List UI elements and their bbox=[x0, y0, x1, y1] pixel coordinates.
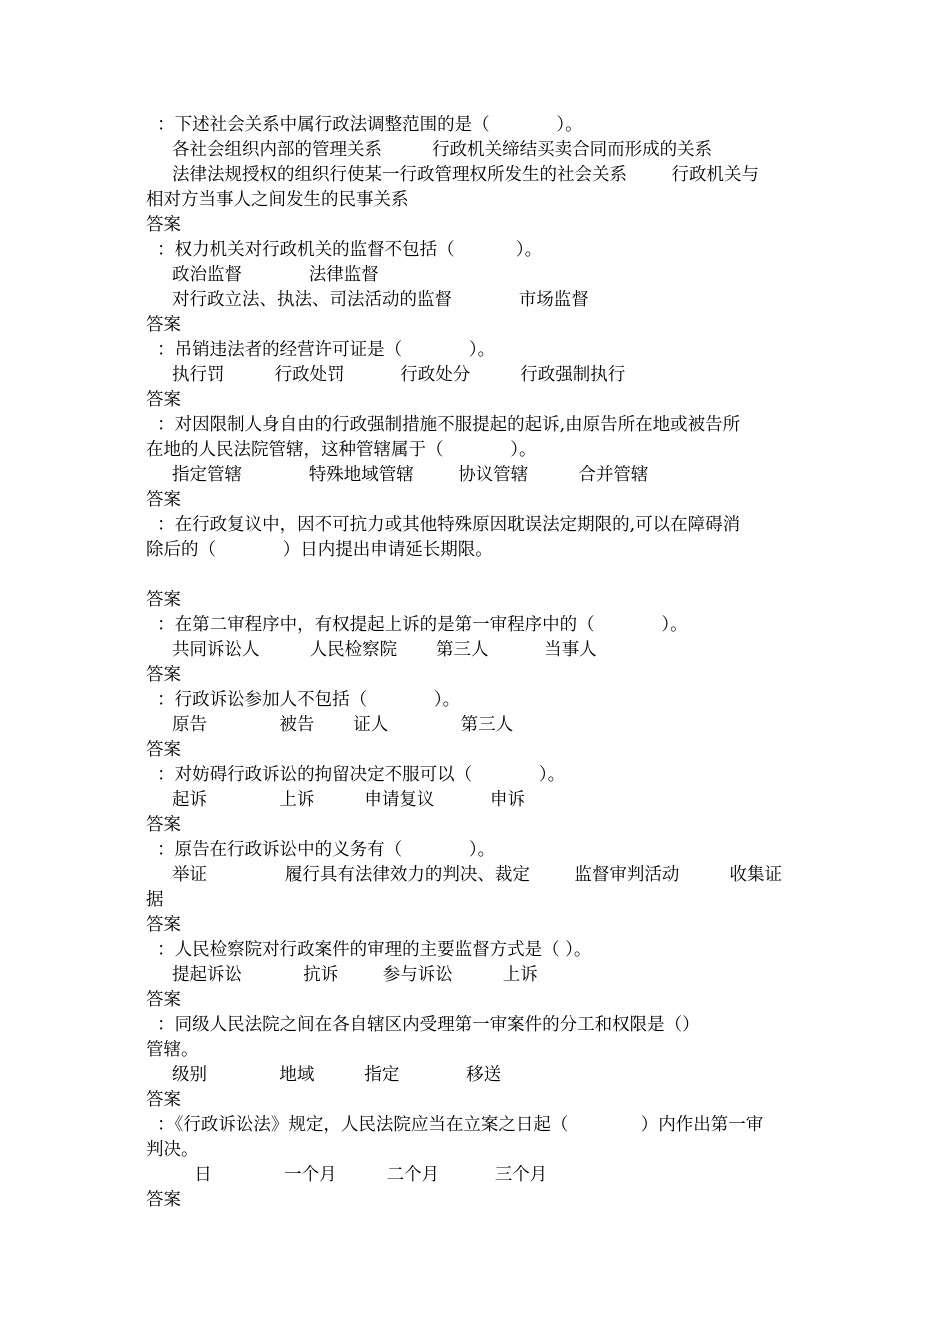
question-7-answer-label: 答案 bbox=[146, 740, 181, 760]
question-4-answer-label: 答案 bbox=[146, 490, 181, 510]
question-2-options-line-2: 对行政立法、执法、司法活动的监督 市场监督 bbox=[172, 290, 589, 310]
question-9-stem: ：原告在行政诉讼中的义务有（ ）。 bbox=[146, 840, 496, 860]
question-12-answer-label: 答案 bbox=[146, 1190, 181, 1210]
question-8-stem: ：对妨碍行政诉讼的拘留决定不服可以（ ）。 bbox=[146, 765, 566, 785]
question-12-stem-line-2: 判决。 bbox=[146, 1140, 199, 1160]
question-5-stem-line-2: 除后的（ ）日内提出申请延长期限。 bbox=[146, 540, 493, 560]
question-3-options: 执行罚 行政处罚 行政处分 行政强制执行 bbox=[172, 365, 626, 385]
question-1-options-line-1: 各社会组织内部的管理关系 行政机关缔结买卖合同而形成的关系 bbox=[172, 140, 713, 160]
question-3-stem: ：吊销违法者的经营许可证是（ ）。 bbox=[146, 340, 496, 360]
question-6-stem: ：在第二审程序中，有权提起上诉的是第一审程序中的（ ）。 bbox=[146, 615, 688, 635]
question-10-options: 提起诉讼 抗诉 参与诉讼 上诉 bbox=[172, 965, 538, 985]
question-9-options-continuation: 据 bbox=[146, 890, 164, 910]
question-1-stem: ：下述社会关系中属行政法调整范围的是（ ）。 bbox=[146, 115, 583, 135]
question-3-answer-label: 答案 bbox=[146, 390, 181, 410]
question-11-answer-label: 答案 bbox=[146, 1090, 181, 1110]
question-9-answer-label: 答案 bbox=[146, 915, 181, 935]
question-9-options: 举证 履行具有法律效力的判决、裁定 监督审判活动 收集证 bbox=[172, 865, 782, 885]
question-2-answer-label: 答案 bbox=[146, 315, 181, 335]
question-2-stem: ：权力机关对行政机关的监督不包括（ ）。 bbox=[146, 240, 543, 260]
question-12-stem-line-1: ：《行政诉讼法》规定，人民法院应当在立案之日起（ ）内作出第一审 bbox=[146, 1115, 764, 1135]
question-7-stem: ：行政诉讼参加人不包括（ ）。 bbox=[146, 690, 461, 710]
question-1-answer-label: 答案 bbox=[146, 215, 181, 235]
question-6-answer-label: 答案 bbox=[146, 665, 181, 685]
question-6-options: 共同诉讼人 人民检察院 第三人 当事人 bbox=[172, 640, 597, 660]
question-8-answer-label: 答案 bbox=[146, 815, 181, 835]
question-10-answer-label: 答案 bbox=[146, 990, 181, 1010]
question-11-stem-line-2: 管辖。 bbox=[146, 1040, 199, 1060]
question-4-options: 指定管辖 特殊地域管辖 协议管辖 合并管辖 bbox=[172, 465, 649, 485]
question-2-options-line-1: 政治监督 法律监督 bbox=[172, 265, 379, 285]
question-1-options-line-2: 法律法规授权的组织行使某一行政管理权所发生的社会关系 行政机关与 bbox=[172, 165, 759, 185]
question-11-stem-line-1: ：同级人民法院之间在各自辖区内受理第一审案件的分工和权限是（） bbox=[146, 1015, 700, 1035]
question-5-answer-label: 答案 bbox=[146, 590, 181, 610]
question-4-stem-line-1: ：对因限制人身自由的行政强制措施不服提起的起诉,由原告所在地或被告所 bbox=[146, 415, 741, 435]
question-11-options: 级别 地域 指定 移送 bbox=[172, 1065, 502, 1085]
question-12-options: 日 一个月 二个月 三个月 bbox=[172, 1165, 548, 1185]
question-7-options: 原告 被告 证人 第三人 bbox=[172, 715, 514, 735]
question-1-options-continuation: 相对方当事人之间发生的民事关系 bbox=[146, 190, 409, 210]
question-4-stem-line-2: 在地的人民法院管辖，这种管辖属于（ ）。 bbox=[146, 440, 537, 460]
question-8-options: 起诉 上诉 申请复议 申诉 bbox=[172, 790, 526, 810]
question-10-stem: ：人民检察院对行政案件的审理的主要监督方式是（ ）。 bbox=[146, 940, 592, 960]
question-5-stem-line-1: ：在行政复议中，因不可抗力或其他特殊原因耽误法定期限的,可以在障碍消 bbox=[146, 515, 741, 535]
